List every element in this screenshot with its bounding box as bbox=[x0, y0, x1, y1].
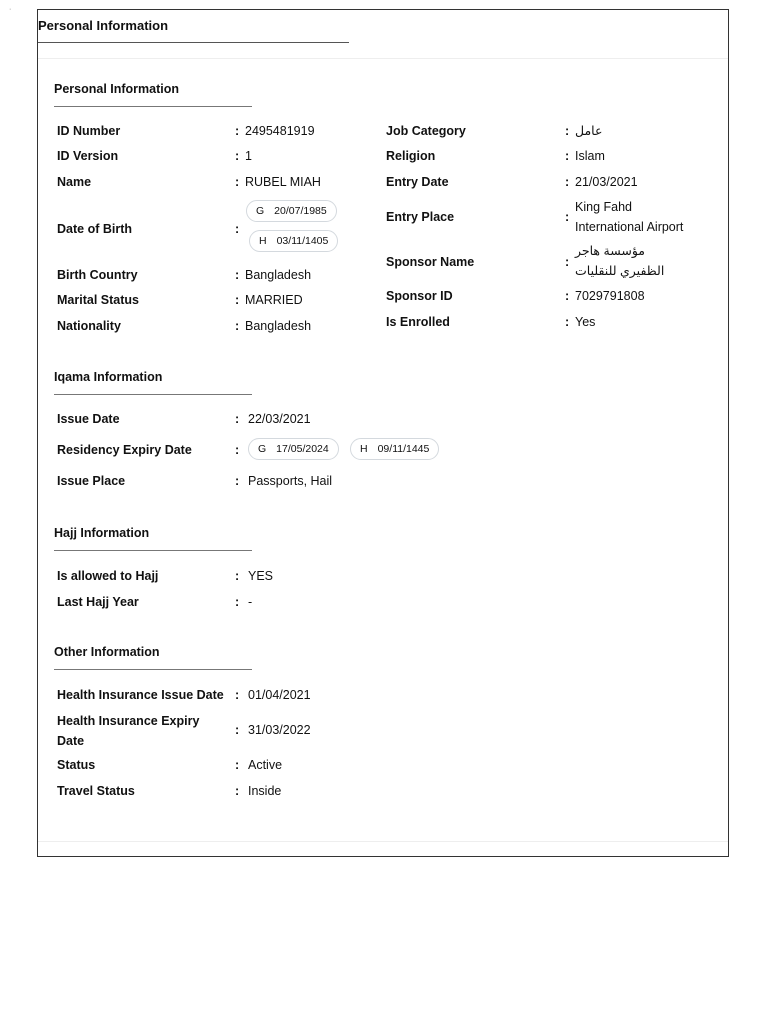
value-name: RUBEL MIAH bbox=[245, 175, 321, 189]
colon: : bbox=[235, 319, 240, 333]
expiry-gregorian-badge bbox=[248, 438, 339, 460]
expiry-hijri-value: 09/11/1445 bbox=[377, 443, 430, 455]
colon: : bbox=[235, 293, 240, 307]
colon: : bbox=[565, 315, 570, 329]
value-health-insurance-expiry: 31/03/2022 bbox=[248, 723, 311, 737]
value-religion: Islam bbox=[575, 149, 605, 163]
gregorian-tag: G bbox=[256, 205, 265, 217]
colon: : bbox=[235, 222, 240, 236]
value-travel-status: Inside bbox=[248, 784, 282, 798]
label-religion: Religion bbox=[386, 149, 436, 163]
colon: : bbox=[235, 784, 240, 798]
label-last-hajj-year: Last Hajj Year bbox=[57, 595, 139, 609]
label-issue-date: Issue Date bbox=[57, 412, 120, 426]
colon: : bbox=[565, 289, 570, 303]
value-last-hajj-year: - bbox=[248, 595, 253, 609]
section-title-hajj: Hajj Information bbox=[54, 526, 150, 540]
colon: : bbox=[235, 443, 240, 457]
value-issue-place: Passports, Hail bbox=[248, 474, 333, 488]
colon: : bbox=[565, 255, 570, 269]
colon: : bbox=[235, 569, 240, 583]
colon: : bbox=[235, 268, 240, 282]
colon: : bbox=[235, 412, 240, 426]
colon: : bbox=[235, 688, 240, 702]
label-entry-place: Entry Place bbox=[386, 210, 455, 224]
colon: : bbox=[235, 595, 240, 609]
section-rule bbox=[54, 394, 252, 395]
colon: : bbox=[235, 124, 240, 138]
value-status: Active bbox=[248, 758, 283, 772]
label-id-version: ID Version bbox=[57, 149, 119, 163]
value-allowed-hajj: YES bbox=[248, 569, 274, 583]
colon: : bbox=[565, 149, 570, 163]
label-date-of-birth: Date of Birth bbox=[57, 222, 132, 236]
value-marital-status: MARRIED bbox=[245, 293, 303, 307]
colon: : bbox=[235, 149, 240, 163]
label-id-number: ID Number bbox=[57, 124, 121, 138]
page-title: Personal Information bbox=[38, 18, 169, 33]
label-allowed-hajj: Is allowed to Hajj bbox=[57, 569, 159, 583]
hijri-tag: H bbox=[360, 443, 368, 455]
value-birth-country: Bangladesh bbox=[245, 268, 312, 282]
value-nationality: Bangladesh bbox=[245, 319, 312, 333]
dob-gregorian-value: 20/07/1985 bbox=[274, 205, 327, 217]
label-job-category: Job Category bbox=[386, 124, 466, 138]
hijri-tag: H bbox=[259, 235, 267, 247]
value-is-enrolled: Yes bbox=[575, 315, 596, 329]
card-header bbox=[38, 10, 728, 59]
corner-mark: · bbox=[9, 6, 12, 13]
gregorian-tag: G bbox=[258, 443, 267, 455]
colon: : bbox=[565, 210, 570, 224]
personal-information-card bbox=[37, 9, 729, 857]
label-health-insurance-issue-date: Health Insurance Issue Date bbox=[57, 688, 224, 702]
label-birth-country: Birth Country bbox=[57, 268, 138, 282]
dob-hijri-value: 03/11/1405 bbox=[276, 235, 329, 247]
section-rule bbox=[54, 106, 252, 107]
colon: : bbox=[235, 758, 240, 772]
label-health-insurance-expiry-line1: Health Insurance Expiry bbox=[57, 714, 200, 728]
section-rule bbox=[54, 669, 252, 670]
label-is-enrolled: Is Enrolled bbox=[386, 315, 450, 329]
value-entry-date: 21/03/2021 bbox=[575, 175, 638, 189]
dob-gregorian-badge bbox=[246, 200, 337, 222]
colon: : bbox=[235, 175, 240, 189]
section-title-personal: Personal Information bbox=[54, 82, 180, 96]
label-sponsor-name: Sponsor Name bbox=[386, 255, 475, 269]
value-sponsor-id: 7029791808 bbox=[575, 289, 645, 303]
label-travel-status: Travel Status bbox=[57, 784, 135, 798]
colon: : bbox=[235, 474, 240, 488]
value-entry-place-line1: King Fahd bbox=[575, 200, 632, 214]
colon: : bbox=[565, 175, 570, 189]
label-marital-status: Marital Status bbox=[57, 293, 139, 307]
value-health-insurance-issue-date: 01/04/2021 bbox=[248, 688, 311, 702]
value-job-category: عامل bbox=[575, 124, 603, 138]
colon: : bbox=[235, 723, 240, 737]
section-rule bbox=[54, 550, 252, 551]
label-nationality: Nationality bbox=[57, 319, 121, 333]
label-residency-expiry-date: Residency Expiry Date bbox=[57, 443, 192, 457]
section-title-iqama: Iqama Information bbox=[54, 370, 163, 384]
label-sponsor-id: Sponsor ID bbox=[386, 289, 453, 303]
value-id-version: 1 bbox=[245, 149, 252, 163]
value-sponsor-name-line2: الظفيري للنقليات bbox=[575, 264, 665, 278]
title-underline bbox=[38, 42, 349, 43]
section-title-other: Other Information bbox=[54, 645, 160, 659]
value-issue-date: 22/03/2021 bbox=[248, 412, 311, 426]
value-sponsor-name-line1: مؤسسة هاجر bbox=[575, 244, 645, 258]
value-entry-place-line2: International Airport bbox=[575, 220, 684, 234]
label-name: Name bbox=[57, 175, 92, 189]
colon: : bbox=[565, 124, 570, 138]
expiry-gregorian-value: 17/05/2024 bbox=[276, 443, 329, 455]
dob-hijri-badge bbox=[249, 230, 338, 252]
label-status: Status bbox=[57, 758, 96, 772]
expiry-hijri-badge bbox=[350, 438, 439, 460]
label-health-insurance-expiry-line2: Date bbox=[57, 734, 85, 748]
label-entry-date: Entry Date bbox=[386, 175, 449, 189]
value-id-number: 2495481919 bbox=[245, 124, 315, 138]
card-footer-divider bbox=[38, 841, 728, 842]
label-issue-place: Issue Place bbox=[57, 474, 126, 488]
